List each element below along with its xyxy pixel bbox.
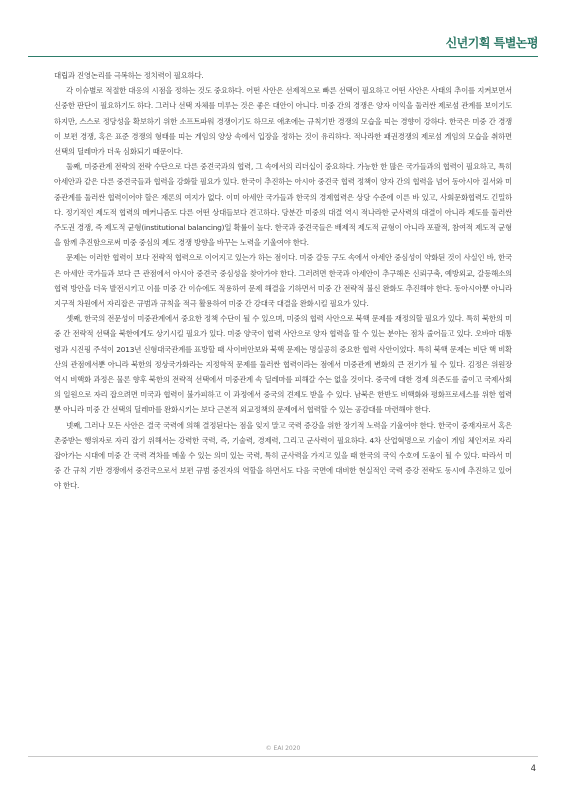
copyright-text: © EAI 2020 <box>265 745 301 752</box>
paragraph: 둘째, 미중관계 전략의 전략 수단으로 다른 중견국과의 협력, 그 속에서의 리더십이 중요하다. 가능한 한 많은 국가들과의 협력이 필요하고, 특히 아세안과 같은 다른 중견국들과 협력을 강화할 필요가 있다. 한국이 추진하는 아시아 중견국 협력 정책이 양자 간의 협력을 넘어 동아시아 질서와 미중관계를 둘러싼 협력이어야 할은 재론의 여지가 없다. 이미 아세안 국가들과 한국의 경제협력은 상당 수준에 이른 바 있고, 사회문화협력도 긴밀하다. 정기적인 제도적 협력의 메커니즘도 다른 어떤 상대들보다 견고하다. 당분간 미중의 대결 역시 적나라한 군사력의 대결이 아니라 제도를 둘러싼 주도권 경쟁, 즉 제도적 균형(institutional balancing)일 확률이 높다. 한국과 중견국들은 배제적 제도적 균형이 아니라 포괄적, 참여적 제도적 균형을 함께 추진함으로써 미중 중심의 제도 경쟁 방향을 바꾸는 노력을 기울여야 한다. <box>54 162 512 248</box>
page-number: 4 <box>530 764 536 774</box>
paragraph: 각 이슈별로 적절한 대응의 시점을 정하는 것도 중요하다. 어떤 사안은 선제적으로 빠른 선택이 필요하고 어떤 사안은 사태의 추이를 지켜보면서 신중한 판단이 필요하기도 하다. 그러나 선택 자체를 미루는 것은 좋은 대안이 아니다. 미중 간의 경쟁은 양자 이익을 둘러싼 제로섬 관계를 보이기도 하지만, 스스로 정당성을 확보하기 위한 소프트파워 경쟁이기도 하므로 애초에는 규칙기반 경쟁의 모습을 띠는 경향이 강하다. 한국은 미중 간 경쟁이 보편 경쟁, 혹은 표준 경쟁의 형태를 띠는 게임의 양상 속에서 입장을 정하는 것이 유리하다. 적나라한 패권경쟁의 제로섬 게임의 모습을 취하면 선택의 딜레마가 더욱 심화되기 때문이다. <box>54 86 512 157</box>
paragraph: 문제는 이러한 협력이 보다 전략적 협력으로 이어지고 있는가 하는 점이다. 미중 갈등 구도 속에서 아세안 중심성이 약화된 것이 사실인 바, 한국은 아세안 국가들과 보다 큰 관점에서 아시아 중견국 중심성을 찾아가야 한다. 그러려면 한국과 아세안이 추구해온 신뢰구축, 예방외교, 갈등해소의 협력 방안을 더욱 발전시키고 이를 미중 간 이슈에도 적용하여 문제 해결을 기하면서 미중 간 전략적 불신 완화도 추진해야 한다. 동아시아뿐 아니라 지구적 차원에서 자리잡은 규범과 규칙을 적극 활용하여 미중 간 강대국 대결을 완화시킬 필요가 있다. <box>54 253 512 309</box>
header-divider <box>28 56 538 57</box>
paragraph: 넷째, 그러나 모든 사안은 결국 국력에 의해 결정된다는 점을 잊지 말고 국력 증강을 위한 장기적 노력을 기울여야 한다. 한국이 중재자로서 혹은 촌중받는 행위자로 자리 잡기 위해서는 강력한 국력, 즉, 기술력, 경제력, 그리고 군사력이 필요하다. 4차 산업혁명으로 기술이 게임 체인저로 자리 잡아가는 시대에 미중 간 국력 격차를 메울 수 있는 의미 있는 국력, 특히 군사력을 가지고 있을 때 한국의 국익 수호에 도움이 될 수 있다. 따라서 미중 간 규칙 기반 경쟁에서 중견국으로서 보편 규범 중진자의 역할을 하면서도 다음 국면에 대비한 현실적인 국력 증강 전략도 동시에 추진하고 있어야 한다. <box>54 420 512 491</box>
footer-divider <box>28 756 538 757</box>
paragraph: 대립과 진영논리를 극복하는 정치력이 필요하다. <box>54 71 204 80</box>
paragraph: 셋째, 한국의 전문성이 미중관계에서 중요한 정책 수단이 될 수 있으며, 미중의 협력 사안으로 북핵 문제를 재정의할 필요가 있다. 특히 북한의 미중 간 전략적 선택을 북한에게도 상기시킬 필요가 있다. 미중 양국이 협력 사안으로 양자 협력을 할 수 있는 분야는 점차 줄어들고 있다. 오바마 대통령과 시진핑 주석이 2013년 신형대국관계를 표방할 때 사이버안보와 북핵 문제는 명실공히 중요한 협력 사안이었다. 특히 북핵 문제는 비단 핵 비확산의 관점에서뿐 아니라 북한의 정상국가화라는 지정학적 문제를 둘러싼 협력이라는 점에서 미중관계 변화의 큰 전기가 될 수 있다. 김정은 위원장 역시 비핵화 과정은 물론 향후 북한의 전략적 선택에서 미중관계 속 딜레마를 피해갈 수는 없을 것이다. 중국에 대한 경제 의존도를 줄이고 국제사회의 일원으로 자리 잡으려면 미국과 협력이 불가피하고 이 과정에서 중국의 견제도 받을 수 있다. 남북은 한반도 비핵화와 평화프로세스를 위한 협력뿐 아니라 미중 간 선택의 딜레마를 완화시키는 보다 근본적 외교정책의 문제에서 협력할 수 있는 공감대를 마련해야 한다. <box>54 314 512 415</box>
section-title: 신년기획 특별논평 <box>445 36 538 50</box>
article-body <box>54 68 512 494</box>
